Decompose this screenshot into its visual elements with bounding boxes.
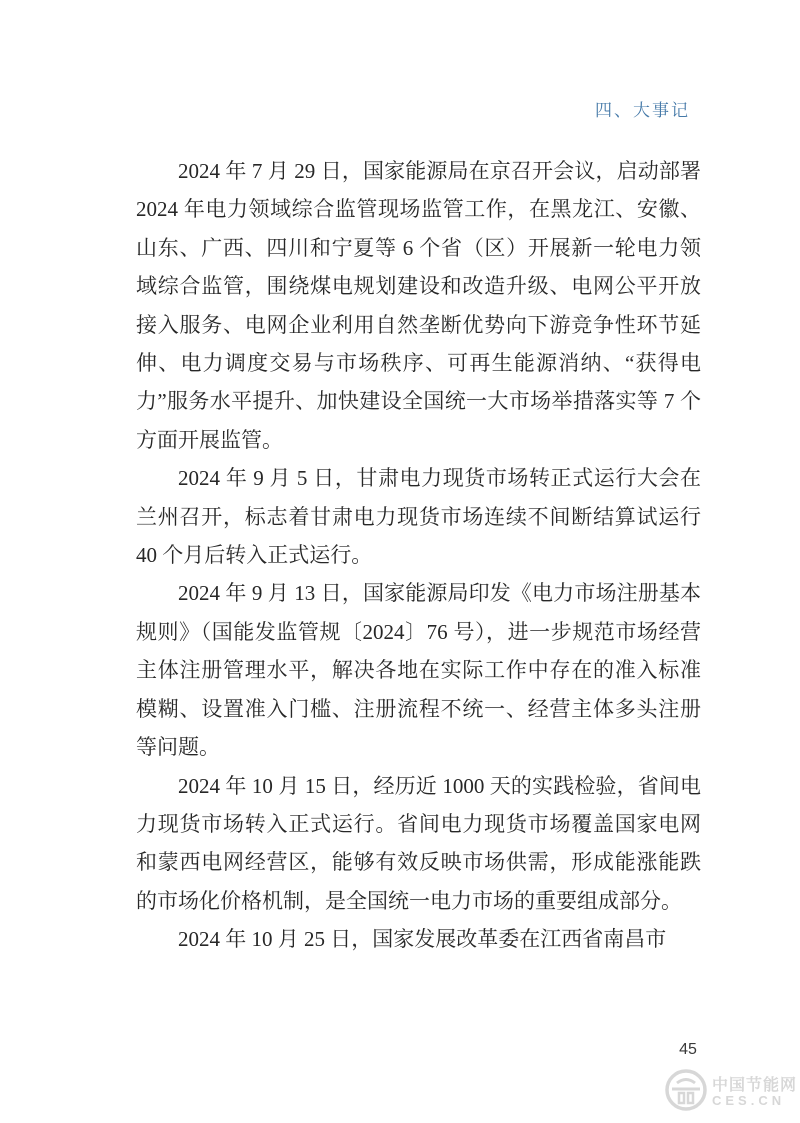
running-header: 四、大事记	[595, 101, 690, 120]
page-number: 45	[679, 1041, 697, 1058]
paragraph: 2024 年 9 月 13 日，国家能源局印发《电力市场注册基本规则》（国能发监管规〔2024〕76 号），进一步规范市场经营主体注册管理水平，解决各地在实际工作中存在的准入标准模糊、设置准入门槛、注册流程不统一、经营主体多头注册等问题。	[136, 581, 701, 760]
watermark-site-name: 中国节能网	[711, 1076, 797, 1094]
body-text-block	[136, 152, 701, 959]
paragraph: 2024 年 10 月 25 日，国家发展改革委在江西省南昌市	[178, 927, 667, 952]
ces-logo-icon	[664, 1068, 708, 1117]
paragraph: 2024 年 9 月 5 日，甘肃电力现货市场转正式运行大会在兰州召开，标志着甘肃电力现货市场连续不间断结算试运行 40 个月后转入正式运行。	[136, 466, 701, 568]
watermark-text	[712, 1077, 797, 1109]
paragraph: 2024 年 10 月 15 日，经历近 1000 天的实践检验，省间电力现货市场转入正式运行。省间电力现货市场覆盖国家电网和蒙西电网经营区，能够有效反映市场供需，形成能涨能跌的市场化价格机制，是全国统一电力市场的重要组成部分。	[136, 773, 701, 913]
watermark-site-domain: CES.CN	[711, 1093, 786, 1109]
paragraph: 2024 年 7 月 29 日，国家能源局在京召开会议，启动部署 2024 年电力领域综合监管现场监管工作，在黑龙江、安徽、山东、广西、四川和宁夏等 6 个省（区）开展新一轮电力领域综合监管，围绕煤电规划建设和改造升级、电网公平开放接入服务、电网企业利用自然垄断优势向下游竞争性环节延伸、电力调度交易与市场秩序、可再生能源消纳、“获得电力”服务水平提升、加快建设全国统一大市场举措落实等 7 个方面开展监管。	[136, 159, 701, 452]
watermark	[664, 1068, 797, 1117]
